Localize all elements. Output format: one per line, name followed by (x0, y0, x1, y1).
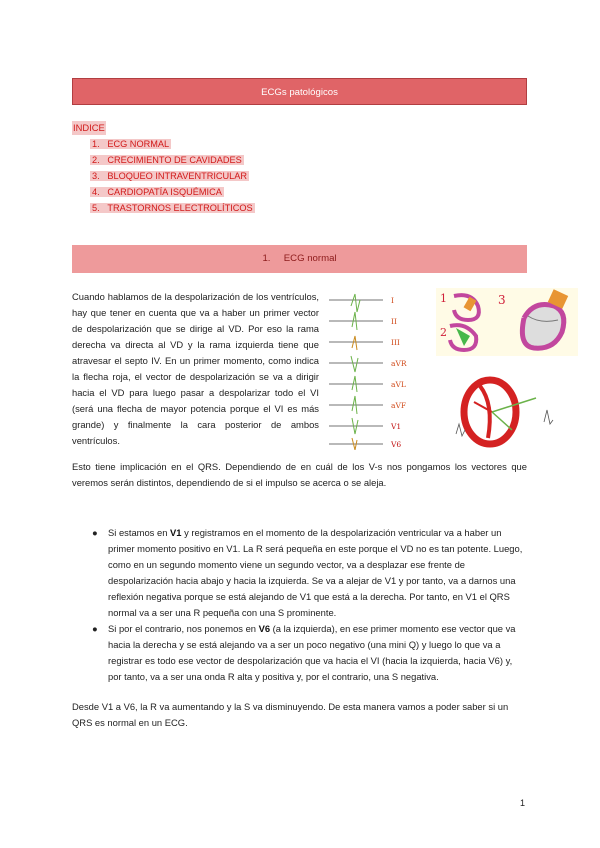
index-item[interactable]: 5. TRASTORNOS ELECTROLÍTICOS (92, 203, 253, 213)
section-heading-banner (72, 245, 527, 273)
index-item[interactable]: 4. CARDIOPATÍA ISQUÉMICA (92, 187, 222, 197)
panel-number: 1 (440, 292, 447, 305)
index-item-label: TRASTORNOS ELECTROLÍTICOS (107, 203, 253, 213)
panel-number: 2 (440, 326, 447, 339)
heart-vector-diagram (452, 372, 564, 452)
summary-paragraph: Desde V1 a V6, la R va aumentando y la S va disminuyendo. De esta manera vamos a poder saber si un QRS es normal en un ECG. (72, 701, 509, 728)
list-item: ● Si estamos en V1 y registramos en el momento de la despolarización ventricular va a haber un primer momento positivo en V1. La R será pequeña en este porque el VD no es tan potente. Luego, como en un segundo momento viene un segundo vector, va a desplazar ese frente de despolarización hacia abajo y hacia la izquierda. Se va a alejar de V1 y por tanto, va a darnos una reflexión negativa porque se está alejando de V1 que está a la derecha. Por tanto, en V1 el QRS normal va a ser una R pequeña con una S prominente. (92, 527, 523, 618)
index-item-label: BLOQUEO INTRAVENTRICULAR (107, 171, 248, 181)
section-heading: 1. ECG normal (262, 253, 337, 264)
lead-label: III (391, 338, 400, 347)
index-item-label: CRECIMIENTO DE CAVIDADES (107, 155, 242, 165)
lead-label: II (391, 317, 397, 326)
bullet-icon: ● (92, 623, 98, 634)
lead-label: I (391, 296, 394, 305)
qrs-paragraph: Esto tiene implicación en el QRS. Dependiendo de en cuál de los V-s nos pongamos los vectores que veremos serán distintos, dependiendo de si el impulso se acerca o se aleja. (72, 461, 527, 488)
lead-label: V1 (391, 422, 402, 431)
document-title: ECGs patológicos (261, 87, 338, 98)
bullet-icon: ● (92, 527, 98, 538)
page-number: 1 (520, 798, 526, 808)
list-item: ● Si por el contrario, nos ponemos en V6 (a la izquierda), en ese primer momento ese vector que va hacia la derecha y se está alejando va a ser un poco negativo (una mini Q) y luego lo que va a registrar es todo ese vector de despolarización que va hacia el VI (hacia la izquierda, hacia V6) y, por tanto, va a ser una onda R alta y positiva y, por el contrario, una S negativa. (92, 623, 516, 682)
index-heading: INDICE (73, 122, 105, 133)
index-item[interactable]: 3. BLOQUEO INTRAVENTRICULAR (92, 171, 248, 181)
lead-label: aVL (391, 380, 406, 389)
index-item[interactable]: 2. CRECIMIENTO DE CAVIDADES (92, 155, 242, 165)
index-list (90, 137, 255, 217)
lead-label: aVR (391, 359, 407, 368)
intro-paragraph: Cuando hablamos de la despolarización de los ventrículos, hay que tener en cuenta que va a haber un primer vector de despolarización que se dirige al VD. Por eso la rama derecha va directa al VD y la rama izquierda tiene que atravesar el septo IV. En un primer momento, como indica la flecha roja, el vector de despolarización se va a dirigir hacia el VD para luego pasar a despolarizar todo el VI (será una flecha de mayor potencia porque el VI es más grande) y finalmente la cara posterior de ambos ventrículos. (72, 291, 319, 446)
index-item-label: ECG NORMAL (107, 139, 170, 149)
ecg-leads-figure (325, 290, 417, 450)
index-item-label: CARDIOPATÍA ISQUÉMICA (107, 187, 222, 197)
heart-depolarization-diagram (436, 288, 580, 358)
lead-label: V6 (391, 440, 402, 449)
document-title-banner (72, 78, 527, 105)
index-item[interactable]: 1. ECG NORMAL (92, 139, 170, 149)
lead-explanation-list (90, 525, 527, 685)
panel-number: 3 (498, 293, 506, 307)
lead-label: aVF (391, 401, 407, 410)
